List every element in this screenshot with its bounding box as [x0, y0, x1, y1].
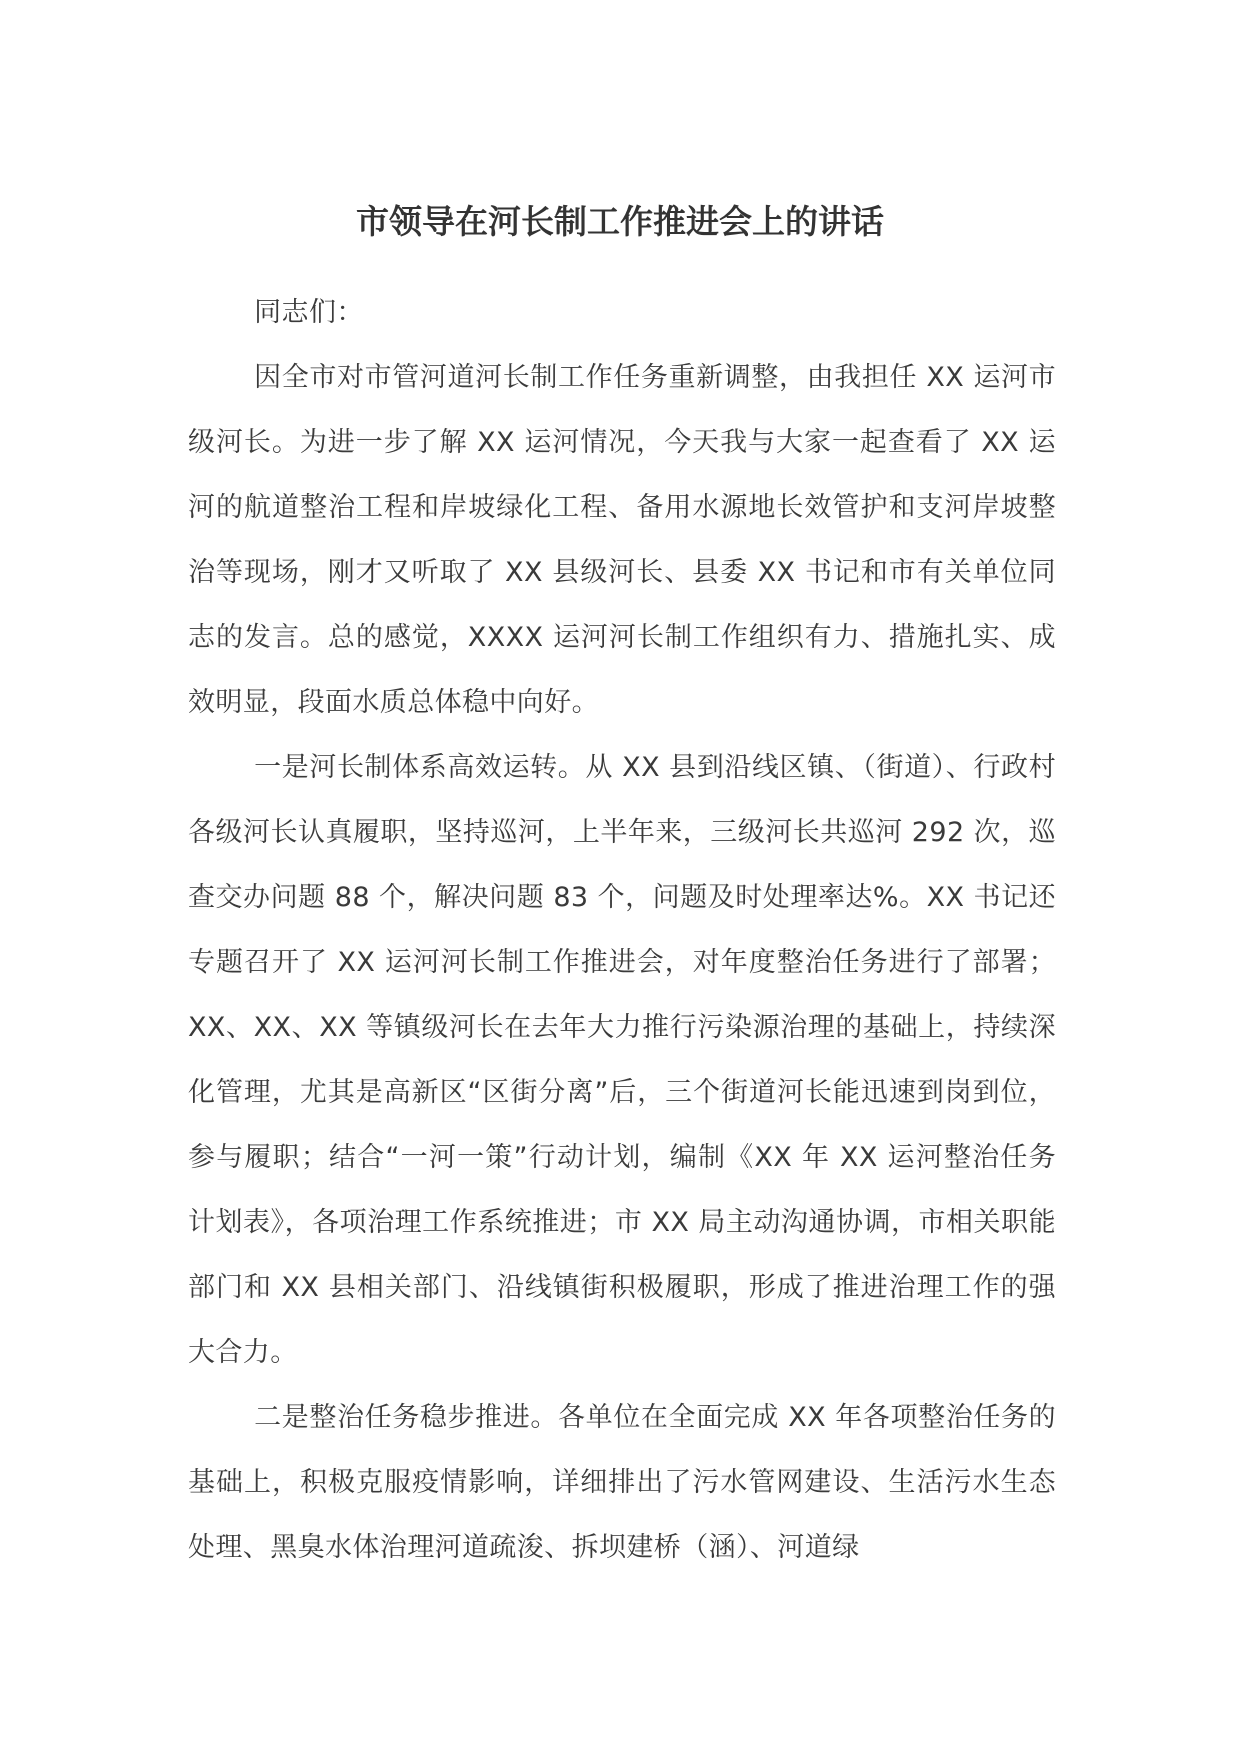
- document-title: 市领导在河长制工作推进会上的讲话: [356, 202, 884, 241]
- paragraph-1: 因全市对市管河道河长制工作任务重新调整，由我担任 XX 运河市级河长。为进一步了解 XX 运河情况，今天我与大家一起查看了 XX 运河的航道整治工程和岸坡绿化工程、备用水源地长效管护和支河岸坡整治等现场，刚才又听取了 XX 县级河长、县委 XX 书记和市有关单位同志的发言。总的感觉，XXXX 运河河长制工作组织有力、措施扎实、成效明显，段面水质总体稳中向好。: [188, 362, 1056, 718]
- document-body: [188, 280, 1056, 1580]
- paragraph-2: 一是河长制体系高效运转。从 XX 县到沿线区镇、（街道）、行政村各级河长认真履职，坚持巡河，上半年来，三级河长共巡河 292 次，巡查交办问题 88 个，解决问题 83 个，问题及时处理率达%。XX 书记还专题召开了 XX 运河河长制工作推进会，对年度整治任务进行了部署；XX、XX、XX 等镇级河长在去年大力推行污染源治理的基础上，持续深化管理，尤其是高新区“区街分离”后，三个街道河长能迅速到岗到位，参与履职；结合“一河一策”行动计划，编制《XX 年 XX 运河整治任务计划表》，各项治理工作系统推进；市 XX 局主动沟通协调，市相关职能部门和 XX 县相关部门、沿线镇街积极履职，形成了推进治理工作的强大合力。: [188, 752, 1056, 1368]
- salutation: 同志们：: [254, 297, 364, 328]
- paragraph-3: 二是整治任务稳步推进。各单位在全面完成 XX 年各项整治任务的基础上，积极克服疫情影响，详细排出了污水管网建设、生活污水生态处理、黑臭水体治理河道疏浚、拆坝建桥（涵）、河道绿: [188, 1402, 1056, 1563]
